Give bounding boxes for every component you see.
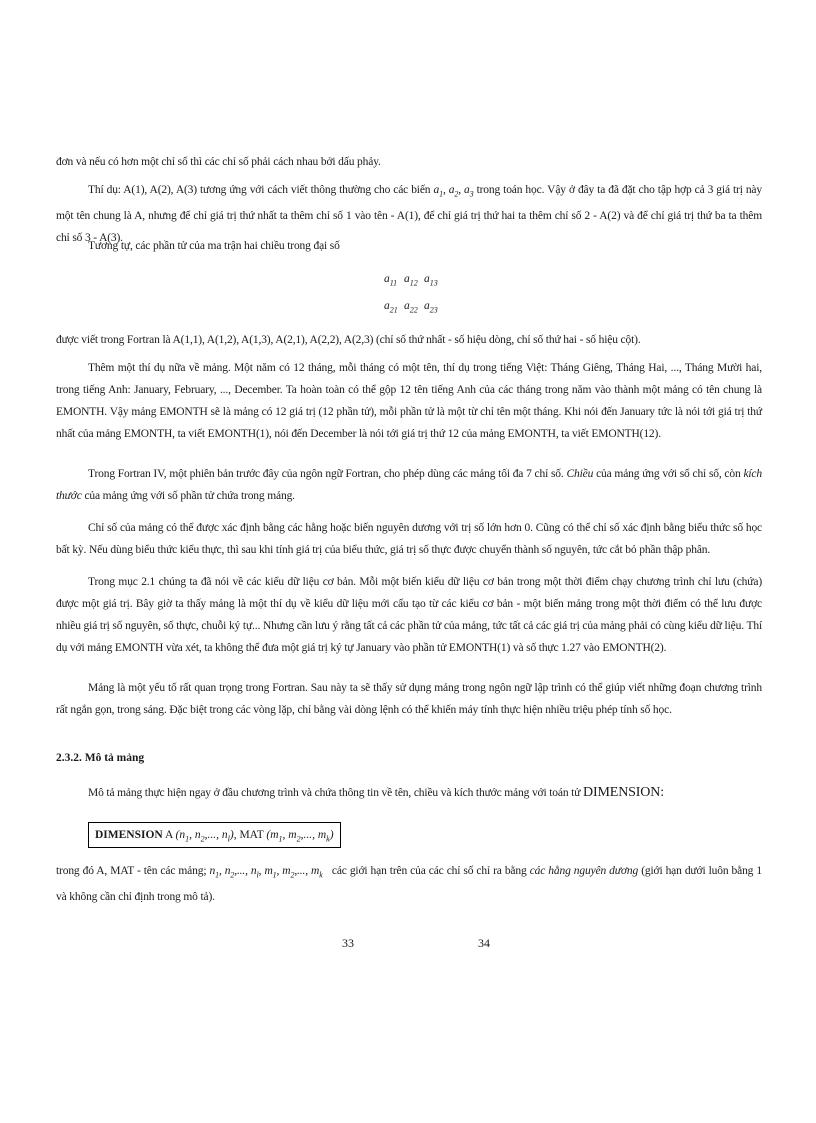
paragraph-matrix-written: được viết trong Fortran là A(1,1), A(1,2), A(1,3), A(2,1), A(2,2), A(2,3) (chỉ số thứ nhất - số hiệu dòng, chỉ số thứ hai - số hiệu cột). bbox=[56, 334, 641, 346]
math-limits-n: $n_1$, $n_2$,..., $n_l$ bbox=[209, 865, 259, 880]
paragraph-index: Chỉ số của mảng có thể được xác định bằng các hằng hoặc biến nguyên dương với trị số lớn hơn 0. Cũng có thể chỉ số xác định bằng biểu thức số học bất kỳ. Nếu dùng biểu thức kiểu thực, thì sau khi tính giá trị của biểu thức, giá trị số thực được chuyển thành số nguyên, tức cắt bỏ phần thập phân. bbox=[56, 522, 762, 556]
paragraph-where: trong đó A, MAT - tên các mảng; $n_1$, $n_2$,..., $n_l$, $m_1$, $m_2$,..., $m_k$ các giới hạn trên của các chỉ số chỉ ra bằng các hằng nguyên dương (giới hạn dưới luôn bằng 1 và không cần chỉ định trong mô tả). bbox=[56, 865, 762, 904]
paragraph-intro-end: đơn và nếu có hơn một chỉ số thì các chỉ số phải cách nhau bởi dấu phảy. bbox=[56, 156, 381, 168]
math-limits-m: $m_1$, $m_2$,..., $m_k$ bbox=[264, 865, 323, 880]
paragraph-fortran-iv: Trong Fortran IV, một phiên bản trước đây của ngôn ngữ Fortran, cho phép dùng các mảng tối đa 7 chỉ số. Chiều của mảng ứng với số chỉ số, còn kích thước của mảng ứng với số phần tử chứa trong mảng. bbox=[56, 468, 762, 502]
math-variables-a: $a_1$, $a_2$, $a_3$ bbox=[433, 184, 474, 199]
page-number-left: 33 bbox=[342, 936, 354, 950]
dimension-declaration-box: DIMENSION A ($n_1$, $n_2$,..., $n_l$), MAT ($m_1$, $m_2$,..., $m_k$) bbox=[88, 822, 341, 848]
paragraph-example: Thí dụ: A(1), A(2), A(3) tương ứng với cách viết thông thường cho các biến $a_1$, $a_2$, $a_3$ trong toán học. Vậy ở đây ta đã đặt cho tập hợp cả 3 giá trị này một tên chung là A, nhưng để chỉ giá trị thứ nhất ta thêm chỉ số 1 vào tên - A(1), để chỉ giá trị thứ hai ta thêm chỉ số 2 - A(2) và để chỉ giá trị thứ ba ta thêm chỉ số 3 - A(3). bbox=[56, 184, 762, 245]
paragraph-dimension-desc: Mô tả mảng thực hiện ngay ở đầu chương trình và chứa thông tin về tên, chiều và kích thước mảng với toán tử DIMENSION: bbox=[88, 785, 664, 800]
paragraph-data-types: Trong mục 2.1 chúng ta đã nói về các kiểu dữ liệu cơ bản. Mỗi một biến kiểu dữ liệu cơ bản trong một thời điểm chạy chương trình chỉ lưu (chứa) được một giá trị. Bây giờ ta thấy mảng là một thí dụ về kiểu dữ liệu mới cấu tạo từ các kiểu cơ bản - một biến mảng trong một thời điểm có thể lưu được nhiều giá trị số nguyên, số thực, chuỗi ký tự... Nhưng cần lưu ý rằng tất cả các phần tử của mảng, tức tất cả các giá trị của mảng phải có cùng kiểu dữ liệu. Thí dụ với mảng EMONTH vừa xét, ta không thể đưa một giá trị ký tự January vào phần tử EMONTH(1) và số thực 1.27 vào EMONTH(2). bbox=[56, 576, 762, 654]
section-heading: 2.3.2. Mô tả mảng bbox=[56, 752, 145, 764]
page-number-right: 34 bbox=[478, 936, 490, 950]
paragraph-matrix-intro: Tương tự, các phần tử của ma trận hai chiều trong đại số bbox=[88, 240, 340, 252]
matrix-row-1: $a_{11}$ $a_{12}$ $a_{13}$ bbox=[384, 273, 438, 288]
paragraph-months: Thêm một thí dụ nữa về mảng. Một năm có 12 tháng, mỗi tháng có một tên, thí dụ trong tiếng Việt: Tháng Giêng, Tháng Hai, ..., Tháng Mười hai, trong tiếng Anh: January, February, ..., December. Ta hoàn toàn có thể gộp 12 tên tiếng Anh của các tháng trong năm vào thành một mảng có tên chung là EMONTH. Vậy mảng EMONTH sẽ là mảng có 12 giá trị (12 phần tử), mỗi phần tử là một từ chỉ tên một tháng. Khi nói đến January tức là nói tới giá trị thứ nhất của mảng EMONTH, ta viết EMONTH(1), nói đến December là nói tới giá trị thứ 12 của mảng EMONTH, ta viết EMONTH(12). bbox=[56, 362, 762, 440]
matrix-row-2: $a_{21}$ $a_{22}$ $a_{23}$ bbox=[384, 300, 438, 315]
paragraph-importance: Mảng là một yếu tố rất quan trọng trong Fortran. Sau này ta sẽ thấy sử dụng mảng trong ngôn ngữ lập trình có thể giúp viết những đoạn chương trình rất ngắn gọn, trong sáng. Đặc biệt trong các vòng lặp, chỉ bằng vài dòng lệnh có thể khiến máy tính thực hiện nhiều triệu phép tính số học. bbox=[56, 682, 762, 716]
